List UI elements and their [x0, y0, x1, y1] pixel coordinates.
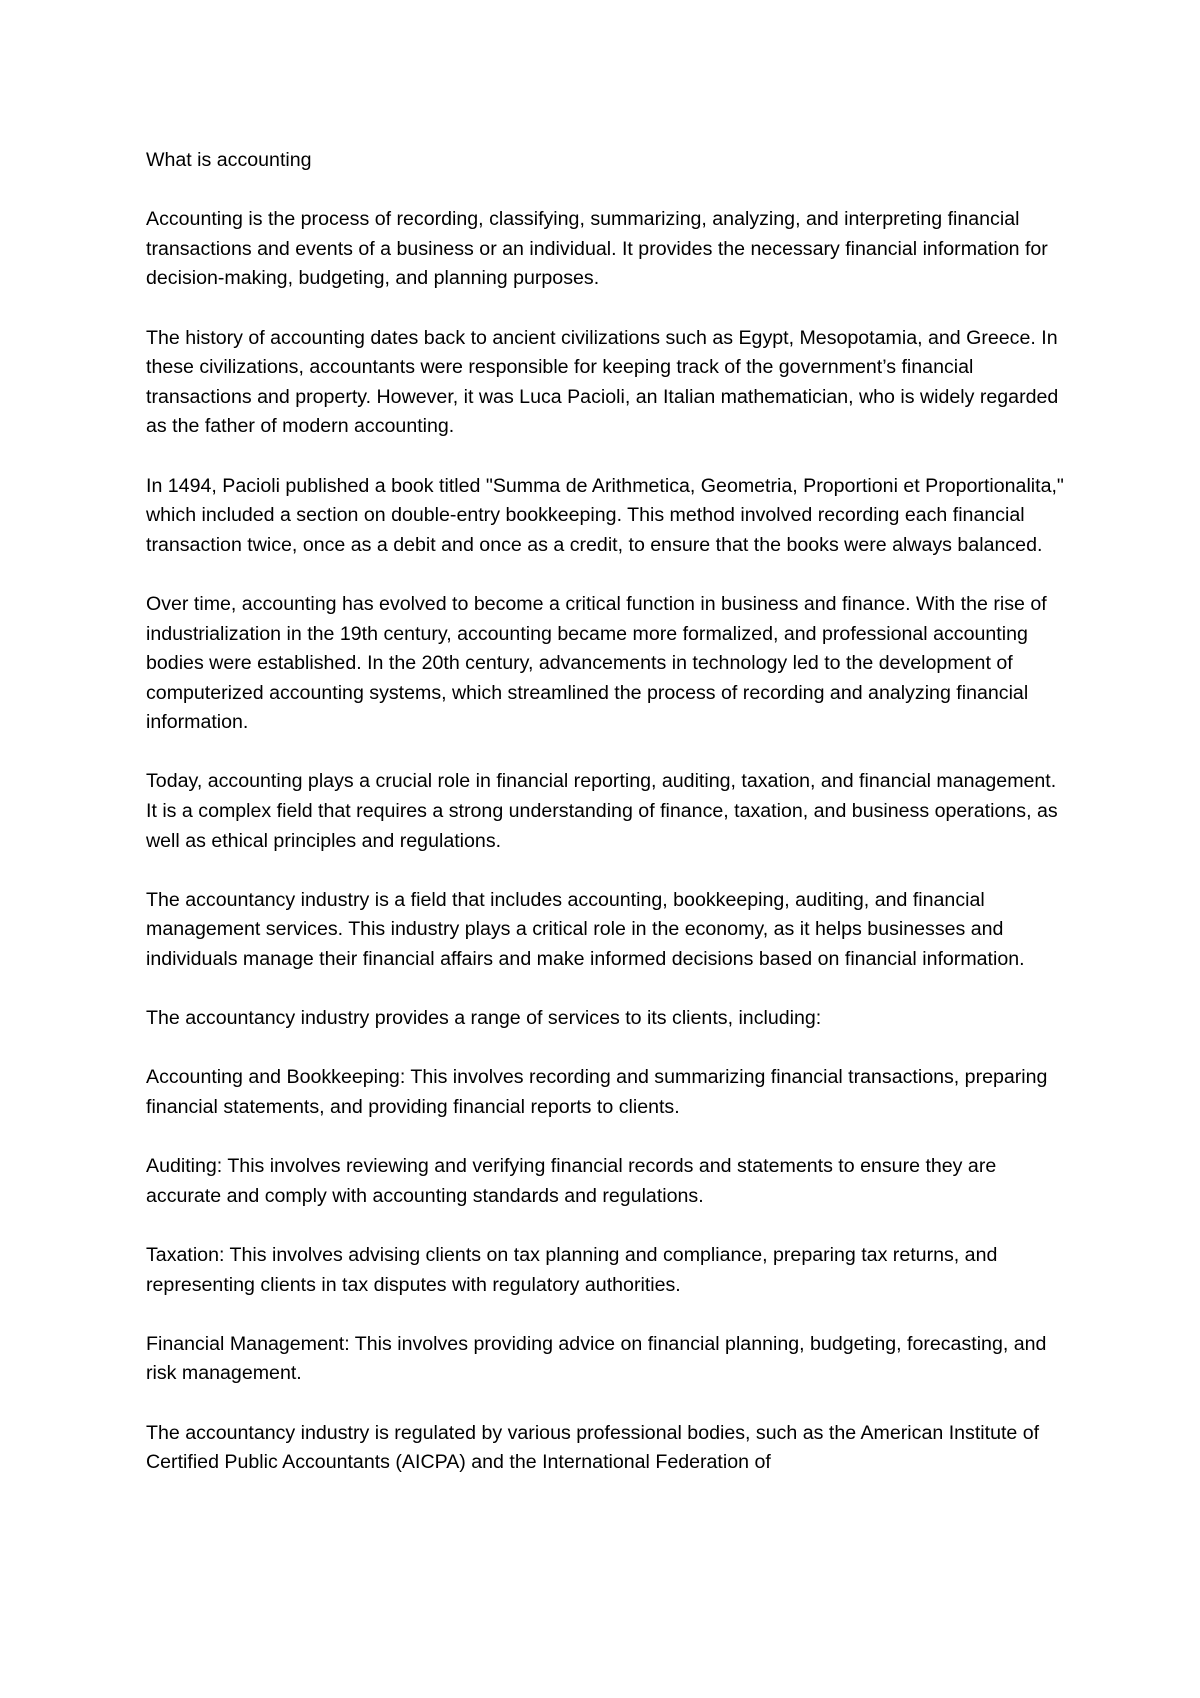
paragraph-evolution: Over time, accounting has evolved to become a critical function in business and finance. With the rise of industrialization in the 19th century, accounting became more formalized, and professional accounting bodies were established. In the 20th century, advancements in technology led to the development of computerized accounting systems, which streamlined the process of recording and analyzing financial information.: [146, 592, 1047, 734]
document-heading: What is accounting: [146, 149, 312, 171]
paragraph-today: Today, accounting plays a crucial role in financial reporting, auditing, taxation, and financial management. It is a complex field that requires a strong understanding of finance, taxation, and business operations, as well as ethical principles and regulations.: [146, 770, 1058, 852]
paragraph-service-financial-management: Financial Management: This involves providing advice on financial planning, budgeting, forecasting, and risk management.: [146, 1332, 1047, 1385]
paragraph-service-auditing: Auditing: This involves reviewing and verifying financial records and statements to ensure they are accurate and comply with accounting standards and regulations.: [146, 1155, 997, 1207]
paragraph-regulation: The accountancy industry is regulated by various professional bodies, such as the American Institute of Certified Public Accountants (AICPA) and the International Federation of: [146, 1421, 1040, 1474]
paragraph-industry: The accountancy industry is a field that includes accounting, bookkeeping, auditing, and financial management services. This industry plays a critical role in the economy, as it helps businesses and individuals manage their financial affairs and make informed decisions based on financial information.: [146, 888, 1025, 971]
paragraph-history: The history of accounting dates back to ancient civilizations such as Egypt, Mesopotamia, and Greece. In these civilizations, accountants were responsible for keeping track of the government’s financial transactions and property. However, it was Luca Pacioli, an Italian mathematician, who is widely regarded as the father of modern accounting.: [146, 326, 1059, 438]
paragraph-definition: Accounting is the process of recording, classifying, summarizing, analyzing, and interpreting financial transactions and events of a business or an individual. It provides the necessary financial information for decision-making, budgeting, and planning purposes.: [146, 208, 1048, 290]
document-body: [146, 146, 1066, 1478]
paragraph-pacioli: In 1494, Pacioli published a book titled "Summa de Arithmetica, Geometria, Proportioni et Proportionalita," which included a section on double-entry bookkeeping. This method involved recording each financial transaction twice, once as a debit and once as a credit, to ensure that the books were always balanced.: [146, 474, 1064, 556]
paragraph-service-taxation: Taxation: This involves advising clients on tax planning and compliance, preparing tax returns, and representing clients in tax disputes with regulatory authorities.: [146, 1243, 998, 1296]
paragraph-service-bookkeeping: Accounting and Bookkeeping: This involves recording and summarizing financial transactions, preparing financial statements, and providing financial reports to clients.: [146, 1066, 1048, 1118]
paragraph-services-intro: The accountancy industry provides a range of services to its clients, including:: [146, 1007, 822, 1030]
